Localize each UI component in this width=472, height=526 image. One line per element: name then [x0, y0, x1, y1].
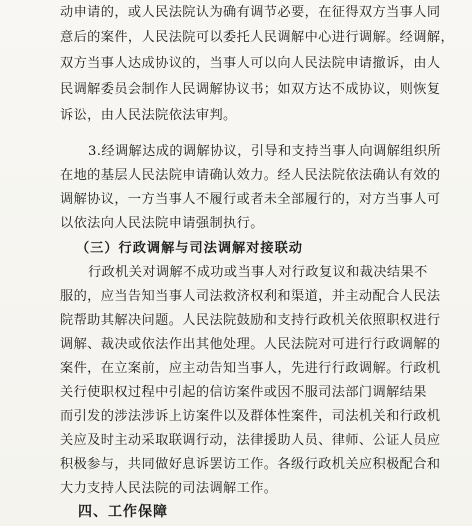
- text-line: 调解协议，一方当事人不履行或者未全部履行的，对方当事人可: [60, 192, 441, 207]
- text-line: 而引发的涉法涉诉上访案件以及群体性案件，司法机关和行政机: [60, 409, 441, 424]
- text-line: 行政机关对调解不成功或当事人对行政复议和裁决结果不: [88, 265, 428, 280]
- text-line: 3.经调解达成的调解协议，引导和支持当事人向调解组织所: [88, 144, 442, 159]
- text-line: 案件，在立案前，应主动告知当事人，先进行行政调解。行政机: [60, 361, 441, 376]
- text-line: 积极参与，共同做好息诉罢访工作。各级行政机关应积极配合和: [60, 457, 441, 472]
- text-line: 在地的基层人民法院申请确认效力。经人民法院依法确认有效的: [60, 168, 441, 183]
- section-heading: （三）行政调解与司法调解对接联动: [76, 241, 303, 256]
- text-line: 院帮助其解决问题。人民法院鼓励和支持行政机关依照职权进行: [60, 313, 441, 328]
- text-line: 以依法向人民法院申请强制执行。: [60, 216, 264, 231]
- text-line: 民调解委员会制作人民调解协议书；如双方达不成协议，则恢复: [60, 82, 441, 97]
- text-line: 关应及时主动采取联调行动，法律援助人员、律师、公证人员应: [60, 433, 441, 448]
- text-line: 服的，应当告知当事人司法救济权利和渠道，并主动配合人民法: [60, 289, 441, 304]
- text-line: 意后的案件，人民法院可以委托人民调解中心进行调解。经调解，: [60, 30, 455, 45]
- text-line: 诉讼，由人民法院依法审判。: [60, 108, 237, 123]
- section-heading: 四、工作保障: [78, 504, 168, 520]
- text-line: 大力支持人民法院的司法调解工作。: [60, 481, 278, 496]
- text-line: 动申请的，或人民法院认为确有调节必要，在征得双方当事人同: [60, 5, 441, 20]
- text-line: 调解、裁决或依法作出其他处理。人民法院对可进行行政调解的: [60, 337, 441, 352]
- text-line: 关行使职权过程中引起的信访案件或因不服司法部门调解结果: [60, 385, 427, 400]
- text-line: 双方当事人达成协议的，当事人可以向人民法院申请撤诉，由人: [60, 56, 441, 71]
